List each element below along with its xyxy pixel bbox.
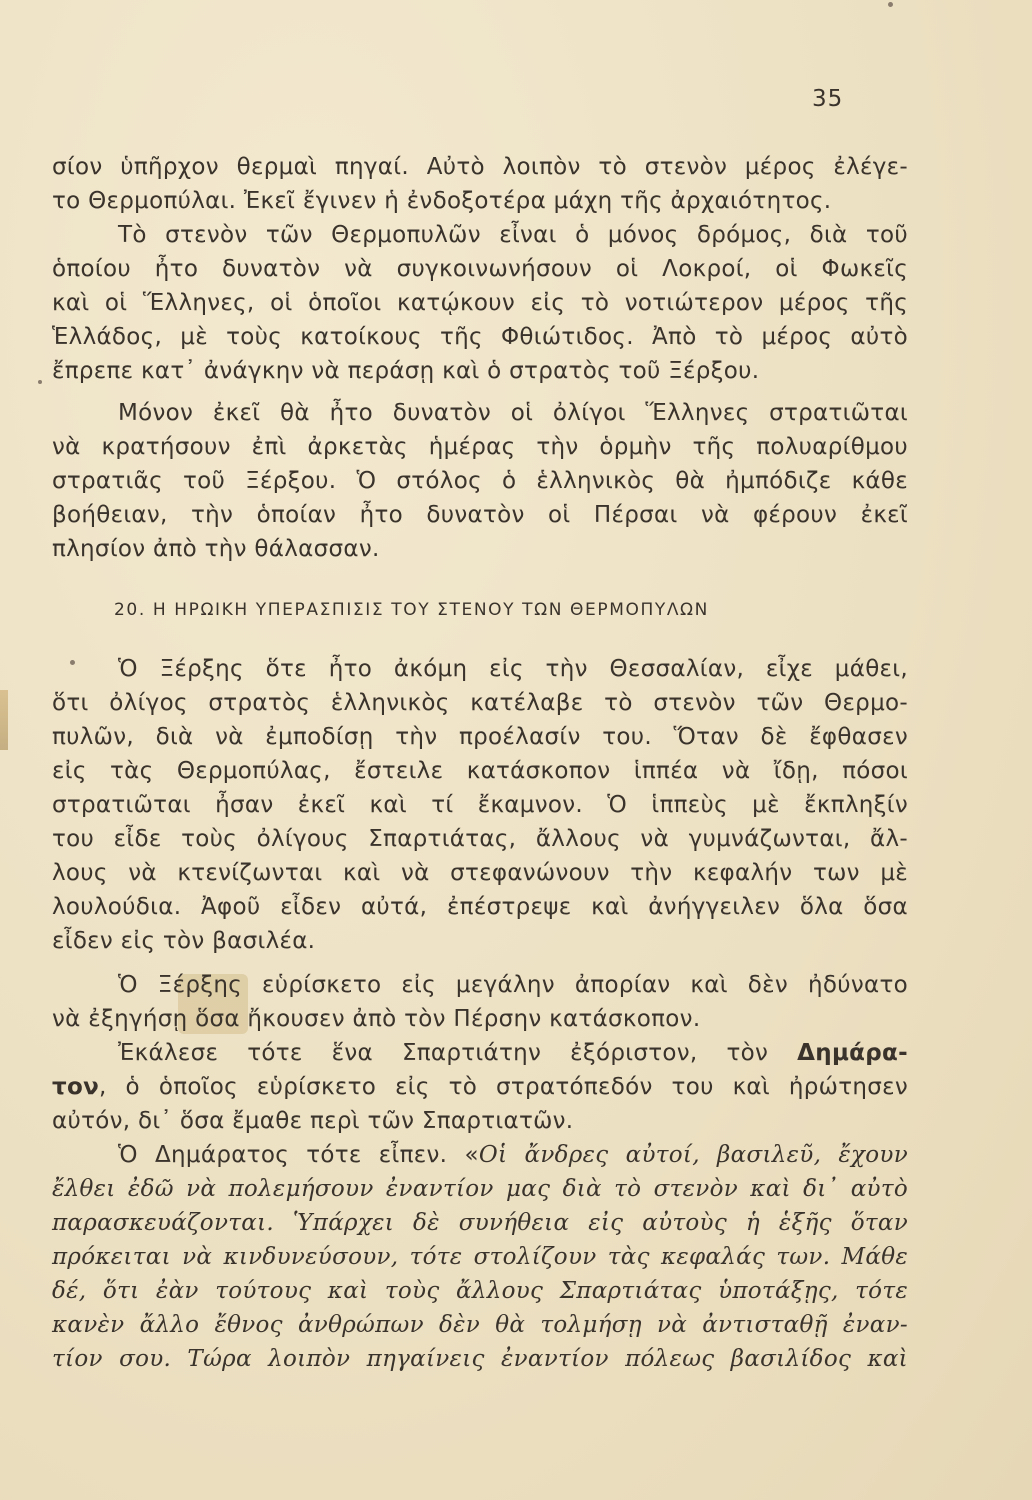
text-line: Ὁ Ξέρξης ὅτε ἦτο ἀκόμη εἰς τὴν Θεσσαλίαν, εἶχε μάθει, [118,656,908,682]
text-line: το Θερμοπύλαι. Ἐκεῖ ἔγινεν ἡ ἐνδοξοτέρα μάχη τῆς ἀρχαιότητος. [52,188,832,214]
paragraph-2 [52,218,908,388]
paragraph-5 [52,968,908,1036]
quote-italic: Οἱ ἄνδρες αὐτοί, βασιλεῦ, ἔχουν [478,1142,908,1168]
text-line [52,1138,908,1172]
text-line: στρατιᾶς τοῦ Ξέρξου. Ὁ στόλος ὁ ἑλληνικὸς θὰ ἠμπόδιζε κάθε [52,468,908,494]
section-heading: 20. Η ΗΡΩΙΚΗ ΥΠΕΡΑΣΠΙΣΙΣ ΤΟΥ ΣΤΕΝΟΥ ΤΩΝ ΘΕΡΜΟΠΥΛΩΝ [114,600,709,620]
text-line: ὅτι ὀλίγος στρατὸς ἑλληνικὸς κατέλαβε τὸ στενὸν τῶν Θερμο- [52,690,908,716]
text-line: πυλῶν, διὰ νὰ ἐμποδίσῃ τὴν προέλασίν του. Ὅταν δὲ ἔφθασεν [52,724,908,750]
text-line [52,1036,908,1070]
quote-line: δέ, ὅτι ἐὰν τούτους καὶ τοὺς ἄλλους Σπαρτιάτας ὑποτάξῃς, τότε [52,1278,908,1304]
paragraph-3 [52,396,908,566]
text-line: στρατιῶται ἦσαν ἐκεῖ καὶ τί ἔκαμνον. Ὁ ἱππεὺς μὲ ἔκπληξίν [52,792,908,818]
text-line: καὶ οἱ Ἕλληνες, οἱ ὁποῖοι κατῴκουν εἰς τὸ νοτιώτερον μέρος τῆς [52,290,908,316]
text-line: Μόνον ἐκεῖ θὰ ἦτο δυνατὸν οἱ ὀλίγοι Ἕλληνες στρατιῶται [118,400,908,426]
text-span: Ἐκάλεσε τότε ἕνα Σπαρτιάτην ἐξόριστον, τὸν [118,1040,769,1066]
paragraph-6 [52,1036,908,1138]
person-name-bold: Δημάρα- [797,1040,908,1066]
paper-stain [0,690,8,750]
paragraph-1 [52,150,908,218]
quote-line: τίον σου. Τώρα λοιπὸν πηγαίνεις ἐναντίον πόλεως βασιλίδος καὶ [52,1346,908,1372]
text-line: πλησίον ἀπὸ τὴν θάλασσαν. [52,536,380,562]
text-span: Ὁ Δημάρατος τότε εἶπεν. « [118,1142,479,1168]
text-line [52,1070,908,1104]
text-line: ὁποίου ἦτο δυνατὸν νὰ συγκοινωνήσουν οἱ Λοκροί, οἱ Φωκεῖς [52,256,908,282]
text-line: ἔπρεπε κατ᾽ ἀνάγκην νὰ περάσῃ καὶ ὁ στρατὸς τοῦ Ξέρξου. [52,358,760,384]
text-line: λουλούδια. Ἀφοῦ εἶδεν αὐτά, ἐπέστρεψε καὶ ἀνήγγειλεν ὅλα ὅσα [52,894,908,920]
text-line: νὰ ἐξηγήσῃ ὅσα ἤκουσεν ἀπὸ τὸν Πέρσην κατάσκοπον. [52,1006,701,1032]
paper-speck [38,380,42,384]
text-line: Ἑλλάδος, μὲ τοὺς κατοίκους τῆς Φθιώτιδος. Ἀπὸ τὸ μέρος αὐτὸ [52,324,908,350]
text-line: βοήθειαν, τὴν ὁποίαν ἦτο δυνατὸν οἱ Πέρσαι νὰ φέρουν ἐκεῖ [52,502,908,528]
paper-speck [888,2,893,7]
quote-line: πρόκειται νὰ κινδυνεύσουν, τότε στολίζουν τὰς κεφαλάς των. Μάθε [52,1244,908,1270]
text-line: εἶδεν εἰς τὸν βασιλέα. [52,928,316,954]
paragraph-4 [52,652,908,958]
text-line: του εἶδε τοὺς ὀλίγους Σπαρτιάτας, ἄλλους νὰ γυμνάζωνται, ἄλ- [52,826,908,852]
text-line: Τὸ στενὸν τῶν Θερμοπυλῶν εἶναι ὁ μόνος δρόμος, διὰ τοῦ [118,222,908,248]
text-line: νὰ κρατήσουν ἐπὶ ἀρκετὰς ἡμέρας τὴν ὁρμὴν τῆς πολυαρίθμου [52,434,908,460]
paragraph-7 [52,1138,908,1376]
text-line: σίον ὑπῆρχον θερμαὶ πηγαί. Αὐτὸ λοιπὸν τὸ στενὸν μέρος ἐλέγε- [52,154,908,180]
page-number: 35 [812,86,844,112]
quote-line: παρασκευάζονται. Ὑπάρχει δὲ συνήθεια εἰς αὐτοὺς ἡ ἑξῆς ὅταν [52,1210,908,1236]
quote-line: κανὲν ἄλλο ἔθνος ἀνθρώπων δὲν θὰ τολμήσῃ νὰ ἀντισταθῇ ἐναν- [52,1312,908,1338]
text-line: Ὁ Ξέρξης εὑρίσκετο εἰς μεγάλην ἀπορίαν καὶ δὲν ἠδύνατο [118,972,908,998]
text-line: αὐτόν, δι᾽ ὅσα ἔμαθε περὶ τῶν Σπαρτιατῶν. [52,1108,574,1134]
quote-line: ἔλθει ἐδῶ νὰ πολεμήσουν ἐναντίον μας διὰ τὸ στενὸν καὶ δι᾽ αὐτὸ [52,1176,908,1202]
person-name-bold: τον [52,1074,100,1100]
text-span: , ὁ ὁποῖος εὑρίσκετο εἰς τὸ στρατόπεδόν του καὶ ἠρώτησεν [99,1074,908,1100]
text-line: εἰς τὰς Θερμοπύλας, ἔστειλε κατάσκοπον ἱππέα νὰ ἴδῃ, πόσοι [52,758,908,784]
text-line: λους νὰ κτενίζωνται καὶ νὰ στεφανώνουν τὴν κεφαλήν των μὲ [52,860,908,886]
